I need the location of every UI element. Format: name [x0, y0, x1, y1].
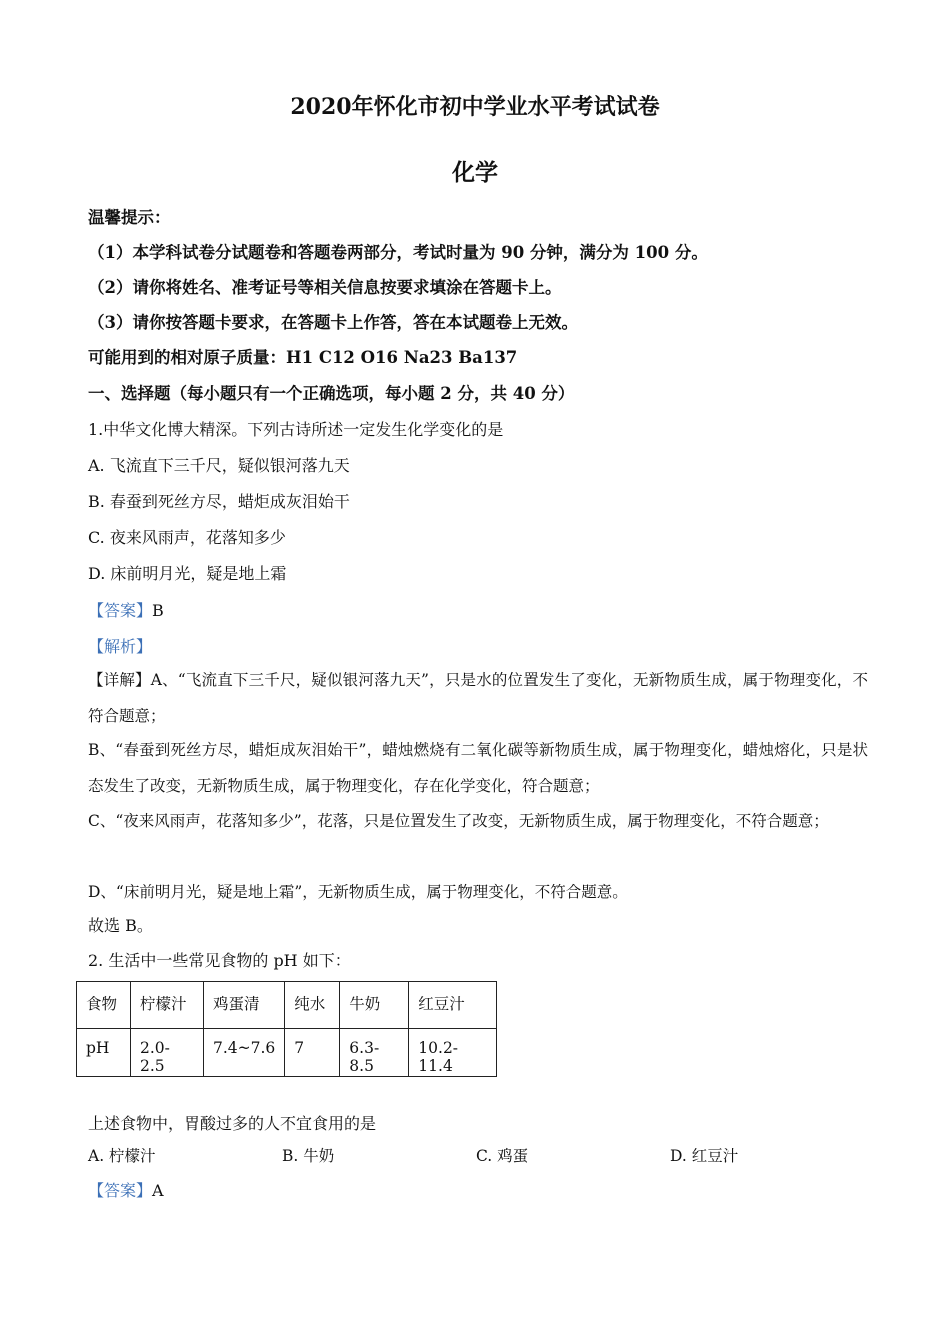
q1-option-c: C. 夜来风雨声，花落知多少 — [88, 528, 286, 547]
q1-conclusion: 故选 B。 — [88, 916, 153, 935]
notice-heading: 温馨提示： — [88, 208, 171, 227]
detail-a-text: A、“飞流直下三千尺，疑似银河落九天”，只是水的位置发生了变化，无新物质生成，属于物理变化，不符合题意； — [88, 671, 868, 725]
table-cell: 7 — [285, 1029, 340, 1077]
subject-title: 化学 — [452, 159, 498, 186]
table-cell: 食物 — [77, 982, 131, 1029]
table-row — [77, 982, 497, 1029]
ph-table — [76, 981, 497, 1077]
notice-item-3: （3）请你按答题卡要求，在答题卡上作答，答在本试题卷上无效。 — [88, 313, 578, 332]
q1-option-d: D. 床前明月光，疑是地上霜 — [88, 564, 287, 583]
notice-item-2: （2）请你将姓名、准考证号等相关信息按要求填涂在答题卡上。 — [88, 278, 562, 297]
table-cell: 鸡蛋清 — [204, 982, 285, 1029]
detail-a — [88, 662, 868, 734]
notice-item-1: （1）本学科试卷分试题卷和答题卷两部分，考试时量为 90 分钟，满分为 100 分。 — [88, 243, 708, 262]
q2-stem: 2. 生活中一些常见食物的 pH 如下： — [88, 951, 351, 970]
q1-option-a: A. 飞流直下三千尺，疑似银河落九天 — [88, 456, 350, 475]
q1-option-b: B. 春蚕到死丝方尽，蜡炬成灰泪始干 — [88, 492, 350, 511]
table-cell: 牛奶 — [340, 982, 409, 1029]
analysis-tag: 【解析】 — [88, 637, 153, 656]
detail-c: C、“夜来风雨声，花落知多少”，花落，只是位置发生了改变，无新物质生成，属于物理变化，不符合题意； — [88, 812, 829, 830]
table-cell: 柠檬汁 — [131, 982, 204, 1029]
q2-option-d: D. 红豆汁 — [670, 1147, 739, 1165]
answer-value: A — [152, 1181, 164, 1200]
q2-question: 上述食物中，胃酸过多的人不宜食用的是 — [88, 1114, 377, 1133]
q2-answer — [88, 1181, 164, 1201]
table-cell: 红豆汁 — [409, 982, 497, 1029]
q2-option-c: C. 鸡蛋 — [476, 1147, 529, 1165]
answer-tag: 【答案】 — [88, 601, 153, 620]
exam-title: 2020年怀化市初中学业水平考试试卷 — [290, 94, 660, 120]
q1-answer — [88, 601, 164, 621]
q2-option-a: A. 柠檬汁 — [88, 1147, 156, 1165]
table-cell: 10.2-11.4 — [409, 1029, 497, 1077]
table-cell: 纯水 — [285, 982, 340, 1029]
section-heading: 一、选择题（每小题只有一个正确选项，每小题 2 分，共 40 分） — [88, 384, 575, 403]
table-row — [77, 1029, 497, 1077]
table-cell: 2.0-2.5 — [131, 1029, 204, 1077]
detail-d: D、“床前明月光，疑是地上霜”，无新物质生成，属于物理变化，不符合题意。 — [88, 883, 628, 901]
table-cell: pH — [77, 1029, 131, 1077]
atomic-mass-line: 可能用到的相对原子质量：H1 C12 O16 Na23 Ba137 — [88, 348, 518, 367]
q2-option-b: B. 牛奶 — [282, 1147, 335, 1165]
answer-value: B — [152, 601, 164, 620]
detail-b: B、“春蚕到死丝方尽，蜡炬成灰泪始干”，蜡烛燃烧有二氧化碳等新物质生成，属于物理变化，蜡烛熔化，只是状态发生了改变，无新物质生成，属于物理变化，存在化学变化，符合题意； — [88, 741, 868, 795]
q1-stem: 1.中华文化博大精深。下列古诗所述一定发生化学变化的是 — [88, 420, 504, 439]
table-cell: 7.4~7.6 — [204, 1029, 285, 1077]
detail-tag: 【详解】 — [88, 671, 151, 689]
answer-tag: 【答案】 — [88, 1181, 153, 1200]
table-cell: 6.3-8.5 — [340, 1029, 409, 1077]
